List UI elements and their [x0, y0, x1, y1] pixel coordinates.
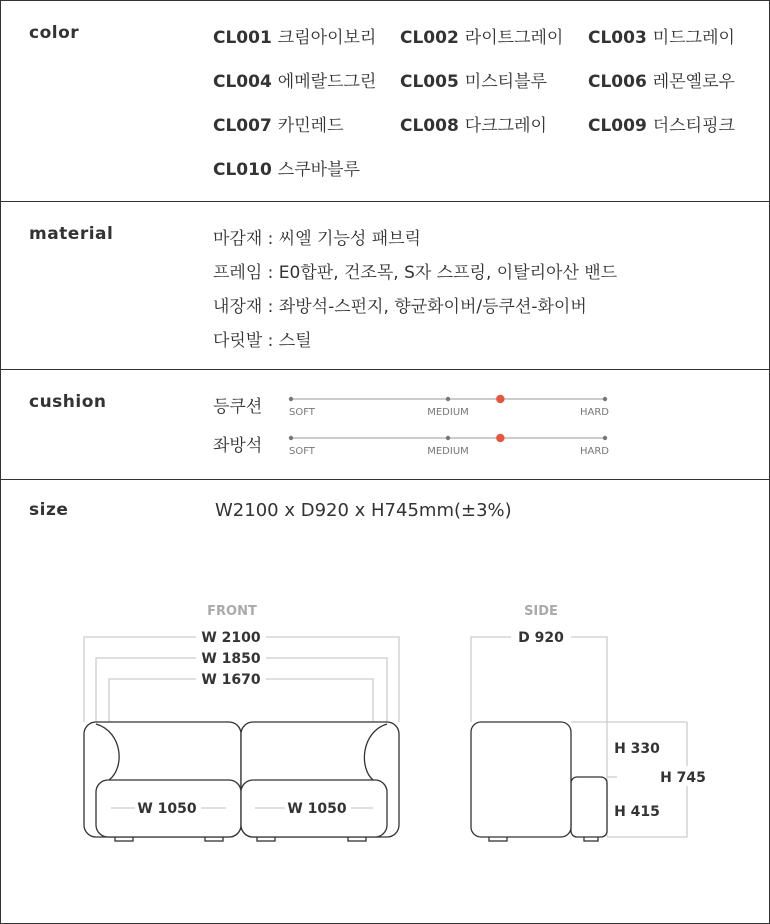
cushion-section	[1, 370, 769, 480]
scale-label-hard: HARD	[579, 407, 609, 418]
color-name: 더스티핑크	[652, 116, 735, 136]
back-cushion-label: 등쿠션	[213, 397, 263, 417]
color-name: 다크그레이	[464, 116, 547, 136]
color-name: 카민레드	[277, 116, 344, 136]
color-name: 미스티블루	[464, 72, 547, 92]
material-section	[1, 202, 769, 370]
front-title: FRONT	[207, 604, 257, 619]
color-code: CL001	[213, 28, 272, 48]
side-title: SIDE	[524, 604, 558, 619]
scale-tick	[603, 397, 607, 401]
color-code: CL006	[588, 72, 647, 92]
color-name: 크림아이보리	[277, 28, 377, 48]
scale-tick	[603, 436, 607, 440]
color-name: 레몬옐로우	[652, 72, 735, 92]
color-code: CL008	[400, 116, 459, 136]
size-dimensions: W2100 x D920 x H745mm(±3%)	[215, 500, 512, 521]
material-frame: 프레임 : E0합판, 건조목, S자 스프링, 이탈리아산 밴드	[213, 263, 618, 283]
color-item	[588, 111, 735, 136]
scale-tick	[446, 436, 450, 440]
color-item	[213, 155, 360, 180]
color-label: color	[29, 23, 80, 43]
color-item	[588, 23, 735, 48]
cushion-scale-row	[289, 434, 609, 457]
side-h415-label: H 415	[614, 804, 660, 820]
cushion-scale-row	[289, 395, 609, 418]
scale-label-medium: MEDIUM	[427, 407, 469, 418]
color-item	[213, 111, 344, 136]
scale-label-soft: SOFT	[289, 407, 315, 418]
front-w2100-label: W 2100	[201, 630, 261, 646]
color-item	[400, 67, 547, 92]
seat-cushion-label: 좌방석	[213, 436, 263, 456]
firmness-marker	[496, 395, 504, 403]
scale-tick	[289, 397, 293, 401]
color-item	[213, 23, 376, 48]
color-item	[400, 23, 563, 48]
side-h745-label: H 745	[660, 770, 706, 786]
scale-label-soft: SOFT	[289, 446, 315, 457]
size-label: size	[29, 500, 69, 520]
color-item	[400, 111, 547, 136]
scale-tick	[446, 397, 450, 401]
side-back	[471, 722, 571, 837]
front-sofa	[84, 722, 399, 841]
front-seat-right-label: W 1050	[287, 801, 347, 817]
color-code: CL005	[400, 72, 459, 92]
firmness-marker	[496, 434, 504, 442]
color-code: CL003	[588, 28, 647, 48]
scale-label-hard: HARD	[579, 446, 609, 457]
color-code: CL007	[213, 116, 272, 136]
color-code: CL002	[400, 28, 459, 48]
side-sofa	[471, 722, 607, 841]
size-section	[1, 480, 769, 923]
material-filling: 내장재 : 좌방석-스펀지, 향균화이버/등쿠션-화이버	[213, 297, 587, 317]
color-code: CL009	[588, 116, 647, 136]
color-item	[588, 67, 735, 92]
dimension-drawing	[1, 480, 769, 923]
material-label: material	[29, 224, 114, 244]
color-code: CL010	[213, 160, 272, 180]
side-depth-label: D 920	[518, 630, 564, 646]
cushion-firmness-scales	[281, 386, 621, 466]
color-name: 라이트그레이	[464, 28, 564, 48]
front-seat-left-label: W 1050	[137, 801, 197, 817]
color-section	[1, 1, 769, 202]
cushion-label: cushion	[29, 392, 107, 412]
color-code: CL004	[213, 72, 272, 92]
color-item	[213, 67, 376, 92]
color-name: 에메랄드그린	[277, 72, 377, 92]
material-finish: 마감재 : 씨엘 기능성 패브릭	[213, 229, 421, 249]
front-w1850-label: W 1850	[201, 651, 261, 667]
side-h330-label: H 330	[614, 741, 660, 757]
scale-tick	[289, 436, 293, 440]
color-name: 미드그레이	[652, 28, 735, 48]
color-name: 스쿠바블루	[277, 160, 360, 180]
scale-label-medium: MEDIUM	[427, 446, 469, 457]
side-seat	[571, 777, 607, 837]
material-legs: 다릿발 : 스틸	[213, 331, 312, 351]
front-w1670-label: W 1670	[201, 672, 261, 688]
